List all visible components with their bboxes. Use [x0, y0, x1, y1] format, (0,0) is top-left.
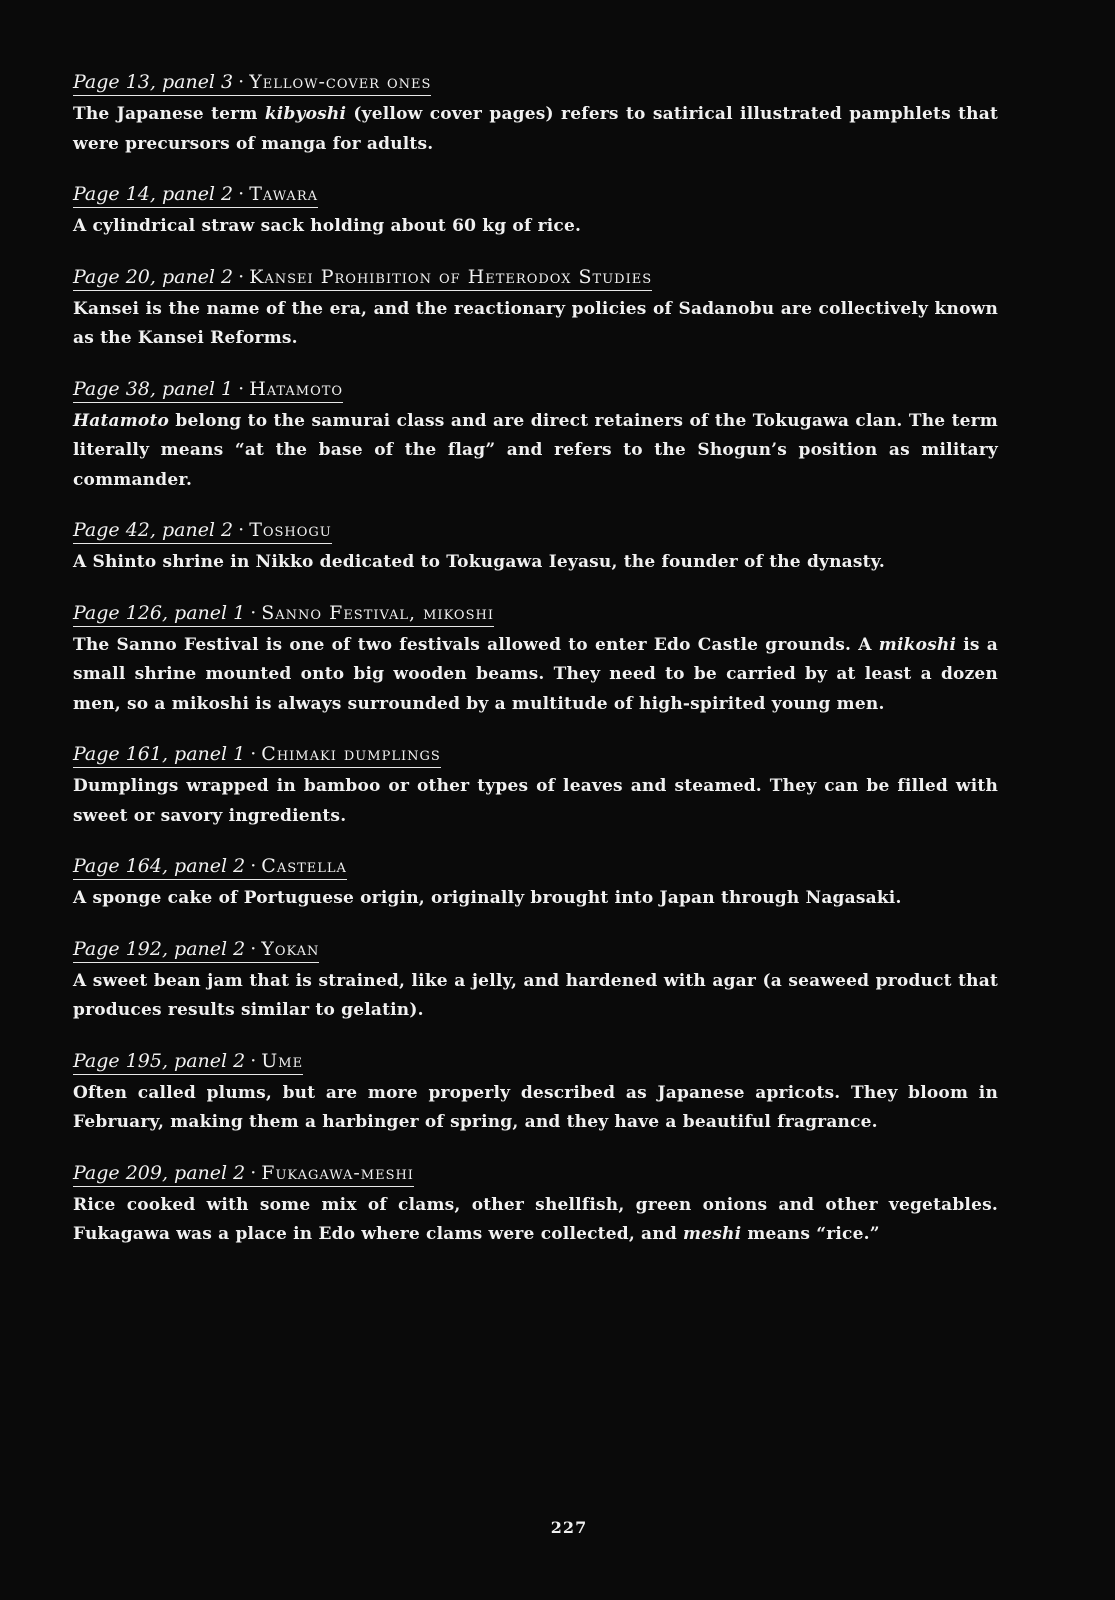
entry-separator: · — [250, 937, 257, 960]
glossary-page — [73, 70, 998, 1273]
entry-definition — [73, 772, 998, 831]
entry-term: Castella — [261, 855, 347, 877]
entry-heading — [73, 854, 347, 880]
entry-separator: · — [250, 1161, 257, 1184]
entry-term: Sanno Festival, mikoshi — [261, 601, 494, 624]
entry-term: Chimaki dumplings — [261, 743, 441, 765]
entry-heading — [73, 518, 332, 544]
entry-heading — [73, 70, 431, 96]
definition-italic-term: kibyoshi — [264, 104, 347, 124]
entry-separator: · — [238, 183, 245, 205]
entry-definition — [73, 407, 998, 496]
entry-definition — [73, 1191, 998, 1250]
entry-page-reference: Page 195, panel 2 — [73, 1049, 246, 1072]
glossary-notes-list — [73, 70, 998, 1250]
entry-page-reference: Page 192, panel 2 — [73, 937, 246, 960]
entry-term: Tawara — [249, 183, 319, 205]
glossary-entry — [73, 182, 998, 242]
entry-definition — [73, 967, 998, 1026]
entry-heading — [73, 937, 319, 963]
entry-separator: · — [250, 855, 257, 877]
definition-text: A sponge cake of Portuguese origin, originally brought into Japan through Nagasaki. — [73, 888, 902, 908]
entry-page-reference: Page 14, panel 2 — [73, 183, 234, 205]
entry-heading — [73, 601, 494, 627]
entry-definition — [73, 548, 998, 578]
entry-term: Yellow-cover ones — [249, 71, 432, 93]
entry-separator: · — [238, 519, 245, 541]
entry-term: Fukagawa-meshi — [261, 1161, 414, 1184]
entry-definition — [73, 1079, 998, 1138]
entry-separator: · — [238, 377, 245, 400]
glossary-entry — [73, 937, 998, 1026]
entry-page-reference: Page 20, panel 2 — [73, 265, 234, 288]
glossary-entry — [73, 601, 998, 720]
entry-page-reference: Page 13, panel 3 — [73, 71, 234, 93]
entry-heading — [73, 1161, 414, 1187]
glossary-entry — [73, 854, 998, 914]
glossary-entry — [73, 1161, 998, 1250]
entry-heading — [73, 1049, 303, 1075]
definition-text: Rice cooked with some mix of clams, other shellfish, green onions and other vegetables. Fukagawa was a place in Edo where clams were collected, and — [73, 1194, 998, 1244]
entry-definition — [73, 631, 998, 720]
glossary-entry — [73, 742, 998, 831]
entry-heading — [73, 265, 652, 291]
entry-term: Ume — [261, 1049, 304, 1072]
definition-text: A cylindrical straw sack holding about 60 kg of rice. — [73, 216, 582, 236]
entry-term: Kansei Prohibition of Heterodox Studies — [249, 265, 653, 288]
definition-italic-term: Hatamoto — [73, 410, 170, 431]
entry-separator: · — [238, 265, 245, 288]
entry-heading — [73, 377, 343, 403]
definition-text: Dumplings wrapped in bamboo or other types of leaves and steamed. They can be filled with sweet or savory ingredients. — [73, 776, 998, 826]
definition-text: Often called plums, but are more properly described as Japanese apricots. They bloom in February, making them a harbinger of spring, and they have a beautiful fragrance. — [73, 1082, 998, 1132]
entry-page-reference: Page 164, panel 2 — [73, 855, 246, 877]
glossary-entry — [73, 377, 998, 496]
page-number: 227 — [550, 1518, 588, 1537]
entry-definition — [73, 295, 998, 354]
entry-heading — [73, 182, 318, 208]
entry-page-reference: Page 209, panel 2 — [73, 1161, 246, 1184]
definition-text: (yellow cover pages) refers to satirical illustrated pamphlets that were precursors of manga for adults. — [73, 104, 999, 154]
entry-page-reference: Page 38, panel 1 — [73, 377, 234, 400]
definition-text: The Japanese term — [73, 104, 265, 124]
entry-page-reference: Page 126, panel 1 — [73, 601, 246, 624]
entry-definition — [73, 100, 998, 159]
entry-definition — [73, 884, 998, 914]
definition-text: Kansei is the name of the era, and the reactionary policies of Sadanobu are collectively known as the Kansei Reforms. — [73, 298, 998, 348]
entry-page-reference: Page 42, panel 2 — [73, 519, 234, 541]
entry-term: Yokan — [261, 937, 320, 960]
definition-text: is a small shrine mounted onto big wooden beams. They need to be carried by at least a dozen men, so a mikoshi is always surrounded by a multitude of high-spirited young men. — [73, 634, 998, 714]
glossary-entry — [73, 518, 998, 578]
definition-italic-term: mikoshi — [878, 634, 957, 655]
definition-text: belong to the samurai class and are direct retainers of the Tokugawa clan. The term literally means “at the base of the flag” and refers to the Shogun’s position as military commander. — [73, 410, 998, 490]
glossary-entry — [73, 70, 998, 159]
definition-italic-term: meshi — [683, 1224, 742, 1244]
entry-separator: · — [250, 601, 257, 624]
entry-page-reference: Page 161, panel 1 — [73, 743, 246, 765]
definition-text: The Sanno Festival is one of two festivals allowed to enter Edo Castle grounds. A — [73, 634, 879, 655]
entry-term: Toshogu — [249, 519, 332, 541]
entry-heading — [73, 742, 441, 768]
definition-text: means “rice.” — [741, 1224, 880, 1244]
entry-term: Hatamoto — [249, 377, 344, 400]
entry-separator: · — [250, 1049, 257, 1072]
entry-separator: · — [238, 71, 245, 93]
glossary-entry — [73, 265, 998, 354]
entry-separator: · — [250, 743, 257, 765]
definition-text: A Shinto shrine in Nikko dedicated to Tokugawa Ieyasu, the founder of the dynasty. — [73, 552, 885, 572]
entry-definition — [73, 212, 998, 242]
definition-text: A sweet bean jam that is strained, like a jelly, and hardened with agar (a seaweed product that produces results similar to gelatin). — [73, 970, 998, 1020]
glossary-entry — [73, 1049, 998, 1138]
